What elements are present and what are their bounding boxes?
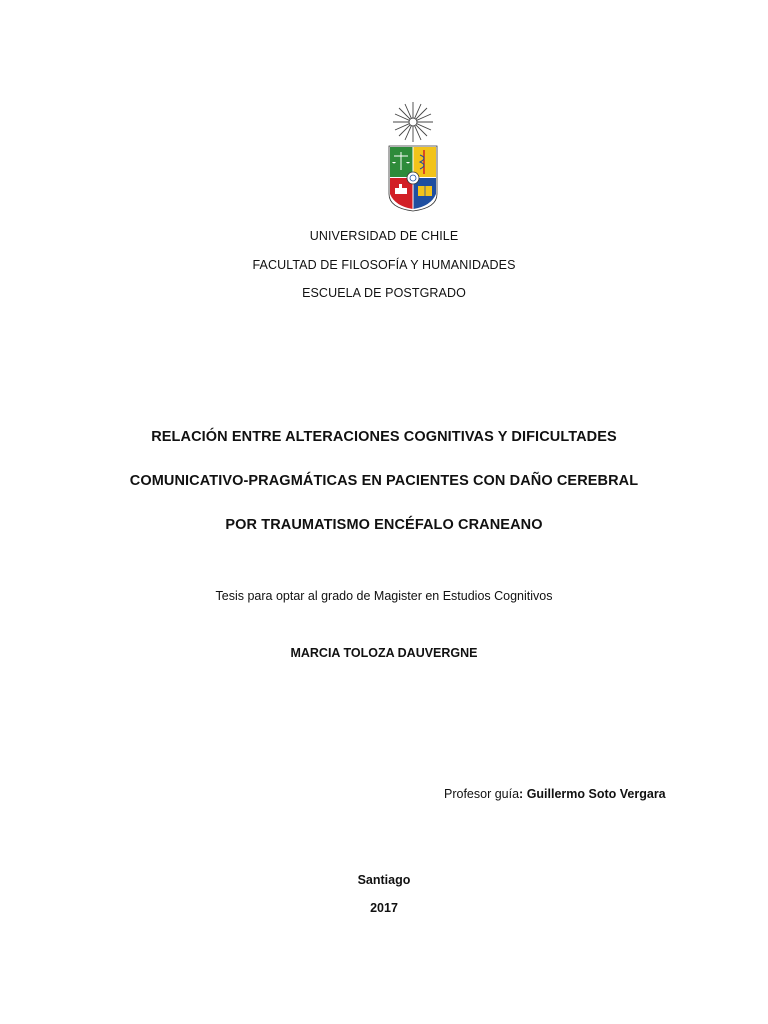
advisor-separator: :: [519, 787, 524, 801]
thesis-title-line-1: RELACIÓN ENTRE ALTERACIONES COGNITIVAS Y DIFICULTADES: [151, 429, 617, 445]
school-name: ESCUELA DE POSTGRADO: [302, 286, 466, 300]
thesis-title-line-2: COMUNICATIVO-PRAGMÁTICAS EN PACIENTES CON DAÑO CEREBRAL: [129, 473, 639, 489]
year: 2017: [370, 901, 398, 915]
advisor-line: [444, 787, 666, 801]
advisor-name: Guillermo Soto Vergara: [526, 787, 666, 801]
university-name: UNIVERSIDAD DE CHILE: [309, 229, 459, 243]
thesis-title-line-3: POR TRAUMATISMO ENCÉFALO CRANEANO: [225, 517, 543, 533]
place: Santiago: [357, 873, 411, 887]
shield-icon: [389, 146, 437, 211]
thesis-degree-statement: Tesis para optar al grado de Magister en Estudios Cognitivos: [215, 589, 553, 603]
author-name: MARCIA TOLOZA DAUVERGNE: [290, 646, 478, 660]
university-coat-of-arms-icon: [383, 100, 443, 212]
advisor-label: Profesor guía: [444, 787, 520, 801]
faculty-name: FACULTAD DE FILOSOFÍA Y HUMANIDADES: [252, 258, 516, 272]
